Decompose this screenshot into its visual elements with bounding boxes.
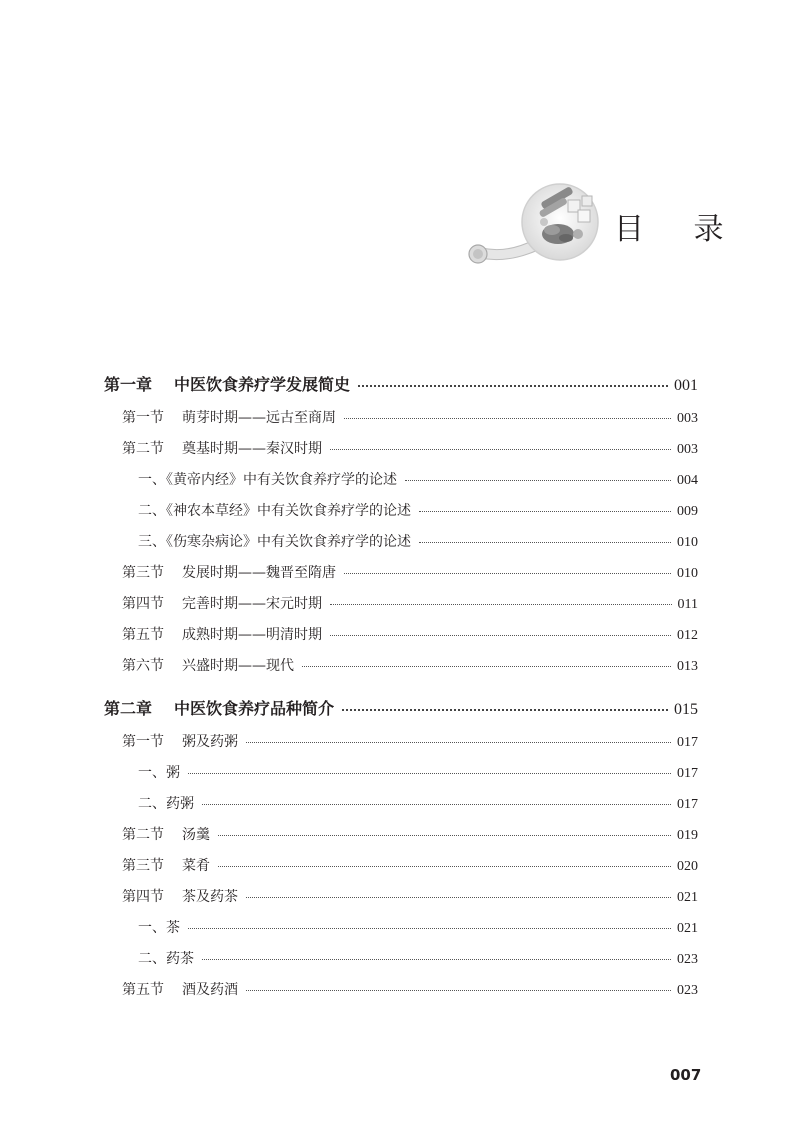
toc-entry-number: 第一节 bbox=[122, 410, 164, 426]
toc-entry-page: 003 bbox=[677, 411, 698, 426]
toc-entry-title: 菜肴 bbox=[182, 858, 210, 874]
dot-leader bbox=[188, 773, 671, 774]
dot-leader bbox=[342, 709, 668, 711]
toc-section-entry[interactable] bbox=[104, 620, 698, 651]
toc-entry-title: 粥及药粥 bbox=[182, 734, 238, 750]
toc-entry-number: 第二节 bbox=[122, 441, 164, 457]
toc-entry-title: 二、《神农本草经》中有关饮食养疗学的论述 bbox=[138, 503, 411, 519]
toc-sub-entry[interactable] bbox=[104, 496, 698, 527]
toc-section-entry[interactable] bbox=[104, 820, 698, 851]
toc-entry-title: 茶及药茶 bbox=[182, 889, 238, 905]
dot-leader bbox=[344, 418, 671, 419]
dot-leader bbox=[188, 928, 671, 929]
toc-entry-title: 汤羹 bbox=[182, 827, 210, 843]
dot-leader bbox=[344, 573, 671, 574]
toc-entry-page: 020 bbox=[677, 859, 698, 874]
toc-sub-entry[interactable] bbox=[104, 527, 698, 558]
toc-section-entry[interactable] bbox=[104, 727, 698, 758]
page-number: 007 bbox=[670, 1066, 702, 1084]
toc-entry-number: 第三节 bbox=[122, 858, 164, 874]
toc-chapter-entry[interactable] bbox=[104, 690, 698, 727]
toc-entry-page: 003 bbox=[677, 442, 698, 457]
toc-section-entry[interactable] bbox=[104, 434, 698, 465]
toc-entry-page: 012 bbox=[677, 628, 698, 643]
toc-entry-number: 第三节 bbox=[122, 565, 164, 581]
toc-section-entry[interactable] bbox=[104, 403, 698, 434]
dot-leader bbox=[246, 742, 671, 743]
table-of-contents bbox=[104, 366, 698, 1006]
toc-entry-title: 萌芽时期——远古至商周 bbox=[182, 410, 336, 426]
toc-entry-page: 004 bbox=[677, 473, 698, 488]
toc-entry-page: 015 bbox=[674, 701, 698, 718]
toc-entry-title: 一、茶 bbox=[138, 920, 180, 936]
toc-entry-number: 第五节 bbox=[122, 982, 164, 998]
dot-leader bbox=[202, 804, 671, 805]
toc-entry-number: 第二章 bbox=[104, 699, 153, 718]
toc-entry-number: 第一节 bbox=[122, 734, 164, 750]
toc-sub-entry[interactable] bbox=[104, 913, 698, 944]
toc-entry-page: 013 bbox=[677, 659, 698, 674]
toc-entry-page: 009 bbox=[677, 504, 698, 519]
toc-entry-number: 第二节 bbox=[122, 827, 164, 843]
toc-entry-page: 023 bbox=[677, 952, 698, 967]
dot-leader bbox=[202, 959, 671, 960]
toc-entry-title: 酒及药酒 bbox=[182, 982, 238, 998]
toc-entry-number: 第一章 bbox=[104, 375, 153, 394]
dot-leader bbox=[218, 866, 671, 867]
toc-sub-entry[interactable] bbox=[104, 758, 698, 789]
dot-leader bbox=[246, 897, 671, 898]
toc-section-entry[interactable] bbox=[104, 975, 698, 1006]
toc-entry-title: 一、《黄帝内经》中有关饮食养疗学的论述 bbox=[138, 472, 397, 488]
toc-entry-number: 第四节 bbox=[122, 889, 164, 905]
herbs-spoon-icon bbox=[460, 182, 610, 272]
toc-header bbox=[460, 182, 744, 272]
dot-leader bbox=[419, 542, 671, 543]
toc-entry-title: 完善时期——宋元时期 bbox=[182, 596, 322, 612]
toc-entry-title: 成熟时期——明清时期 bbox=[182, 627, 322, 643]
toc-entry-title: 中医饮食养疗学发展简史 bbox=[174, 375, 351, 394]
dot-leader bbox=[405, 480, 671, 481]
toc-entry-page: 021 bbox=[677, 890, 698, 905]
toc-sub-entry[interactable] bbox=[104, 789, 698, 820]
toc-entry-page: 021 bbox=[677, 921, 698, 936]
toc-entry-page: 017 bbox=[677, 735, 698, 750]
toc-section-entry[interactable] bbox=[104, 558, 698, 589]
page-title: 目 录 bbox=[614, 212, 744, 247]
dot-leader bbox=[330, 604, 672, 605]
toc-entry-title: 一、粥 bbox=[138, 765, 180, 781]
toc-section-entry[interactable] bbox=[104, 882, 698, 913]
dot-leader bbox=[419, 511, 671, 512]
dot-leader bbox=[330, 635, 671, 636]
toc-section-entry[interactable] bbox=[104, 589, 698, 620]
toc-entry-page: 023 bbox=[677, 983, 698, 998]
toc-entry-page: 011 bbox=[677, 597, 698, 612]
toc-sub-entry[interactable] bbox=[104, 465, 698, 496]
toc-entry-page: 019 bbox=[677, 828, 698, 843]
toc-entry-title: 兴盛时期——现代 bbox=[182, 658, 294, 674]
toc-section-entry[interactable] bbox=[104, 651, 698, 682]
dot-leader bbox=[218, 835, 671, 836]
dot-leader bbox=[358, 385, 668, 387]
toc-entry-title: 二、药茶 bbox=[138, 951, 194, 967]
toc-chapter-entry[interactable] bbox=[104, 366, 698, 403]
toc-entry-page: 010 bbox=[677, 566, 698, 581]
toc-entry-number: 第四节 bbox=[122, 596, 164, 612]
toc-entry-title: 发展时期——魏晋至隋唐 bbox=[182, 565, 336, 581]
toc-entry-title: 三、《伤寒杂病论》中有关饮食养疗学的论述 bbox=[138, 534, 411, 550]
toc-entry-page: 017 bbox=[677, 766, 698, 781]
toc-section-entry[interactable] bbox=[104, 851, 698, 882]
toc-entry-page: 001 bbox=[674, 377, 698, 394]
toc-entry-title: 二、药粥 bbox=[138, 796, 194, 812]
toc-entry-title: 奠基时期——秦汉时期 bbox=[182, 441, 322, 457]
dot-leader bbox=[246, 990, 671, 991]
toc-entry-page: 017 bbox=[677, 797, 698, 812]
toc-entry-title: 中医饮食养疗品种简介 bbox=[174, 699, 335, 718]
toc-sub-entry[interactable] bbox=[104, 944, 698, 975]
dot-leader bbox=[302, 666, 671, 667]
toc-entry-number: 第五节 bbox=[122, 627, 164, 643]
toc-entry-page: 010 bbox=[677, 535, 698, 550]
dot-leader bbox=[330, 449, 671, 450]
toc-entry-number: 第六节 bbox=[122, 658, 164, 674]
